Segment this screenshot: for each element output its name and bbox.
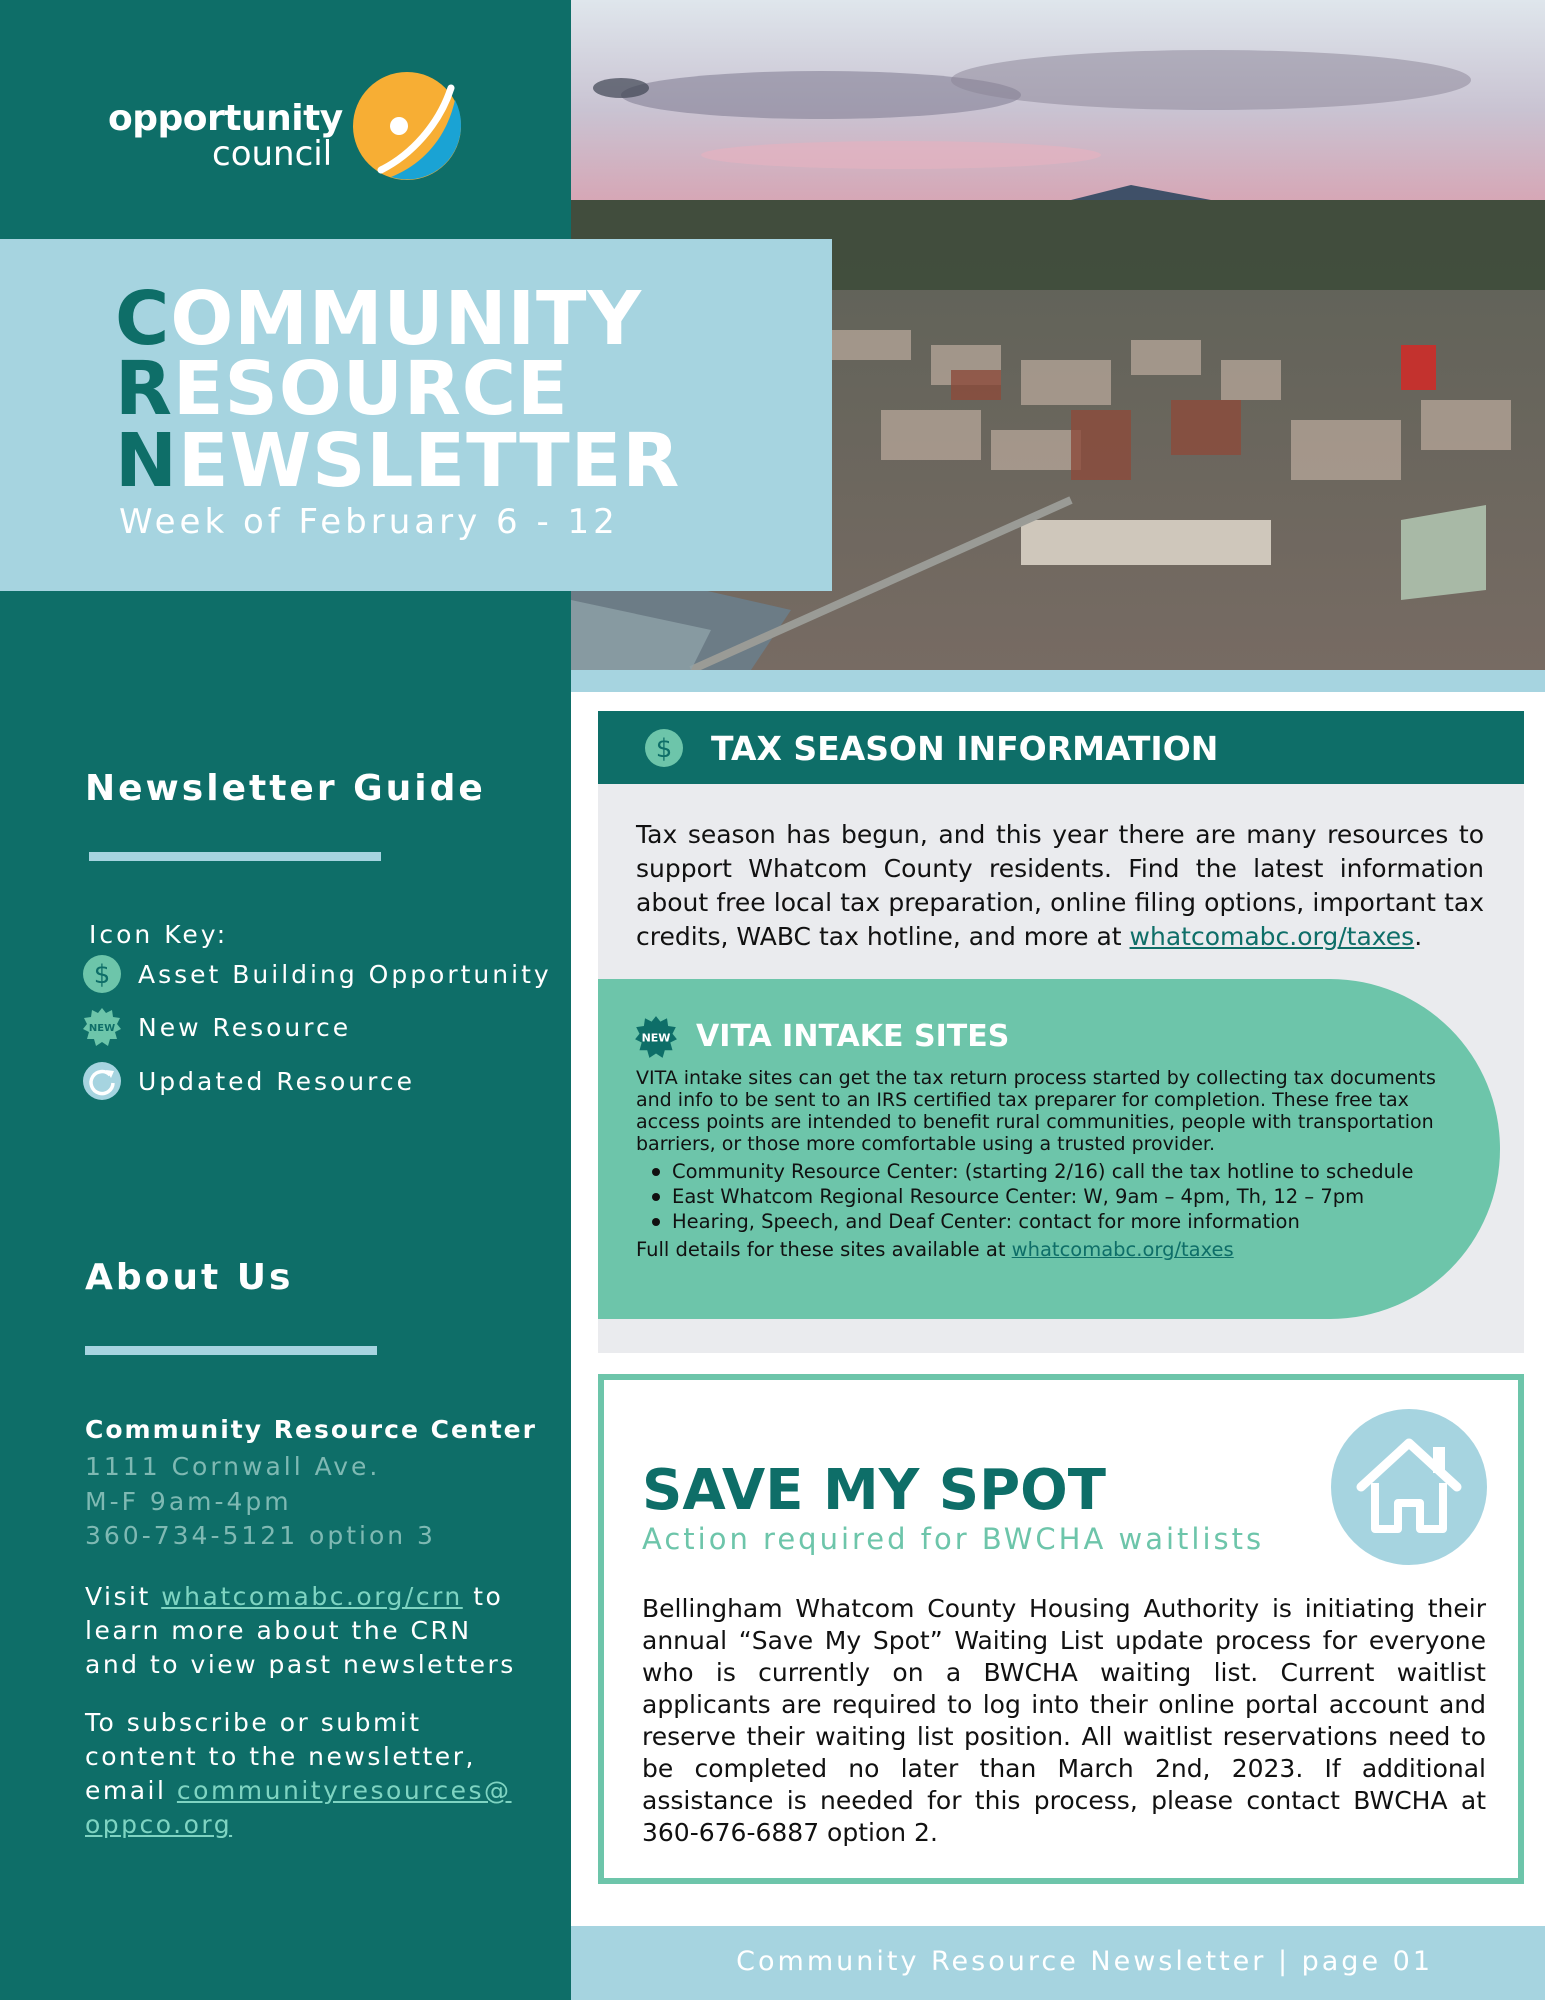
icon-key-new-resource [82, 1007, 351, 1047]
new-badge-icon [82, 1007, 122, 1047]
new-badge-icon [634, 1015, 678, 1059]
icon-key-title: Icon Key: [89, 920, 229, 949]
svg-text:NEW: NEW [88, 1023, 116, 1034]
house-icon [1331, 1409, 1487, 1565]
vita-title: VITA INTAKE SITES [696, 1019, 1010, 1054]
visit-paragraph: Visit whatcomabc.org/crn to learn more about the CRN and to view past newsletters [85, 1582, 516, 1679]
title-line-resource: RESOURCE [115, 346, 569, 432]
icon-key-label: Updated Resource [138, 1066, 416, 1096]
week-subtitle: Week of February 6 - 12 [119, 502, 619, 542]
logo-mark-icon [351, 70, 463, 182]
subscribe-paragraph: To subscribe or submit content to the newsletter, email communityresources@ oppco.org [85, 1708, 512, 1839]
email-link[interactable]: communityresources@ oppco.org [85, 1776, 512, 1839]
tax-season-header [598, 711, 1524, 784]
icon-key-label: Asset Building Opportunity [138, 959, 552, 989]
svg-text:$: $ [93, 960, 111, 990]
list-item: Community Resource Center: (starting 2/16) call the tax hotline to schedule [652, 1159, 1452, 1184]
footer-text: Community Resource Newsletter | page 01 [736, 1946, 1433, 1977]
crc-phone: 360-734-5121 option 3 [85, 1521, 436, 1550]
opportunity-council-logo[interactable] [108, 70, 468, 182]
tax-season-title: TAX SEASON INFORMATION [711, 729, 1219, 768]
divider [89, 852, 381, 861]
icon-key-updated-resource [82, 1061, 415, 1101]
refresh-icon [82, 1061, 122, 1101]
dollar-icon [644, 728, 684, 768]
tax-season-body: Tax season has begun, and this year there are many resources to support Whatcom County residents. Find the latest information about free local tax preparation, online filing options, important tax credits, WABC tax hotline, and more at whatcomabc.org/taxes. [636, 820, 1484, 951]
logo-text-line2: council [212, 134, 333, 174]
icon-key-label: New Resource [138, 1012, 352, 1042]
newsletter-guide-title: Newsletter Guide [85, 768, 486, 809]
vita-body: VITA intake sites can get the tax return process started by collecting tax documents and info to be sent to an IRS certified tax preparer for completion. These free tax access points are intended to benefit rural communities, people with transportation barriers, or those more comfortable using a trusted provider. [636, 1067, 1436, 1155]
svg-text:$: $ [655, 734, 673, 764]
save-my-spot-card [598, 1374, 1524, 1884]
crc-title: Community Resource Center [85, 1415, 537, 1444]
about-us-title: About Us [85, 1257, 294, 1298]
tax-season-card [598, 711, 1524, 1353]
divider [85, 1346, 377, 1355]
logo-text-line1: opportunity [108, 98, 343, 139]
vita-site-list [652, 1159, 1452, 1234]
save-my-spot-title: SAVE MY SPOT [642, 1458, 1106, 1523]
taxes-link[interactable]: whatcomabc.org/taxes [1129, 922, 1415, 951]
save-my-spot-subtitle: Action required for BWCHA waitlists [642, 1522, 1265, 1556]
title-line-community: COMMUNITY [115, 276, 643, 362]
crc-address: 1111 Cornwall Ave. [85, 1452, 381, 1481]
vita-footnote: Full details for these sites available at whatcomabc.org/taxes [636, 1238, 1234, 1261]
svg-text:NEW: NEW [641, 1031, 671, 1045]
vita-intake-panel [598, 979, 1500, 1319]
list-item: East Whatcom Regional Resource Center: W, 9am – 4pm, Th, 12 – 7pm [652, 1184, 1452, 1209]
dollar-icon [82, 954, 122, 994]
title-line-newsletter: NEWSLETTER [115, 418, 681, 504]
page-footer [571, 1926, 1545, 2000]
list-item: Hearing, Speech, and Deaf Center: contact for more information [652, 1209, 1452, 1234]
photo-band [571, 670, 1545, 692]
save-my-spot-body: Bellingham Whatcom County Housing Authority is initiating their annual “Save My Spot” Waiting List update process for everyone who is currently on a BWCHA waiting list. Current waitlist applicants are required to log into their online portal account and reserve their waiting list position. All waitlist reservations need to be completed no later than March 2nd, 2023. If additional assistance is needed for this process, please contact BWCHA at 360-676-6887 option 2. [642, 1594, 1486, 1847]
crc-hours: M-F 9am-4pm [85, 1487, 292, 1516]
icon-key-asset-building [82, 954, 552, 994]
crn-link[interactable]: whatcomabc.org/crn [161, 1582, 463, 1611]
vita-taxes-link[interactable]: whatcomabc.org/taxes [1011, 1238, 1234, 1261]
